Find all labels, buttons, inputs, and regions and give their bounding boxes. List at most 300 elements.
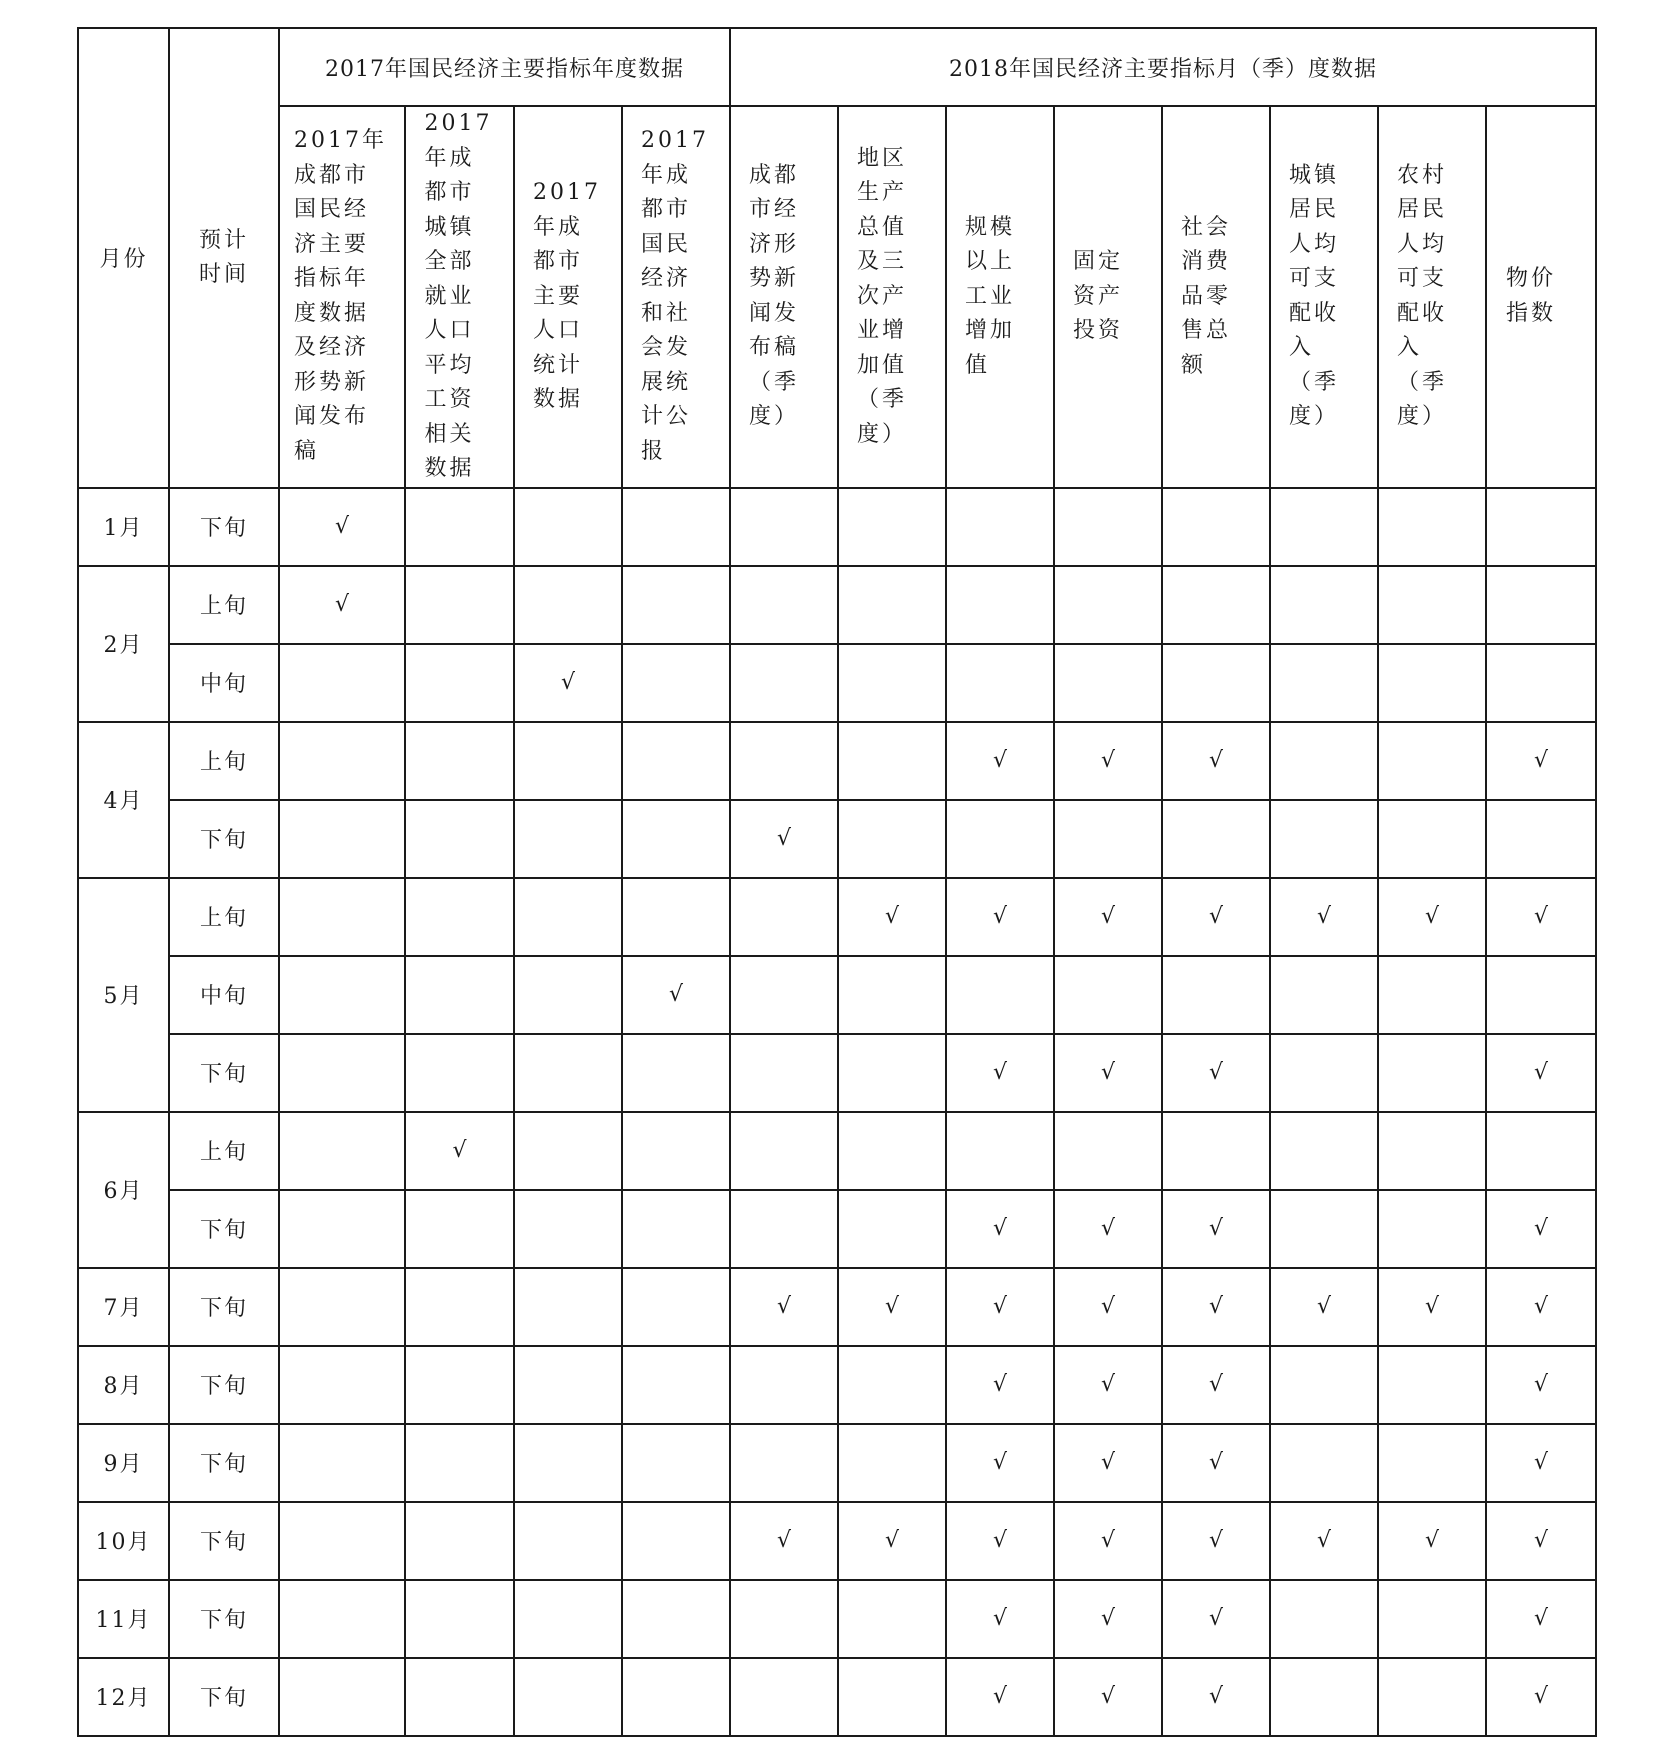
check-cell: [946, 800, 1054, 878]
check-cell: [1162, 1346, 1270, 1424]
check-cell: [1486, 1424, 1596, 1502]
check-cell: [405, 566, 514, 644]
check-cell: [1162, 1190, 1270, 1268]
month-header: [78, 28, 169, 488]
table-row: [78, 1112, 1596, 1190]
period-cell: 下旬: [169, 1268, 279, 1346]
check-mark: √: [1208, 1216, 1224, 1241]
check-cell: [1486, 1268, 1596, 1346]
check-cell: [1054, 1268, 1162, 1346]
month-header-label: 月份: [99, 247, 148, 273]
period-cell: 上旬: [169, 1112, 279, 1190]
check-cell: [514, 1580, 622, 1658]
check-cell: [405, 956, 514, 1034]
column-header-3: [514, 106, 622, 488]
check-mark: √: [776, 1294, 792, 1319]
check-mark: √: [1424, 1294, 1440, 1319]
check-cell: [1054, 1502, 1162, 1580]
check-cell: [514, 1424, 622, 1502]
check-cell: [514, 1190, 622, 1268]
check-mark: √: [668, 982, 684, 1007]
check-cell: [1162, 1424, 1270, 1502]
check-cell: [730, 1190, 838, 1268]
check-cell: [514, 488, 622, 566]
check-cell: [730, 1658, 838, 1736]
check-mark: √: [1316, 904, 1332, 929]
check-cell: [838, 488, 946, 566]
check-cell: [1270, 1424, 1378, 1502]
check-cell: [730, 488, 838, 566]
check-cell: [622, 1190, 730, 1268]
table-row: [78, 1502, 1596, 1580]
check-cell: [730, 566, 838, 644]
check-mark: √: [1100, 1372, 1116, 1397]
check-cell: [946, 1190, 1054, 1268]
check-cell: [1162, 566, 1270, 644]
check-cell: [405, 1034, 514, 1112]
check-cell: [1162, 1268, 1270, 1346]
check-mark: √: [1533, 1606, 1549, 1631]
check-cell: [405, 1112, 514, 1190]
check-cell: [838, 1502, 946, 1580]
check-cell: [1270, 1580, 1378, 1658]
check-cell: [405, 1580, 514, 1658]
check-mark: √: [1100, 1060, 1116, 1085]
check-cell: [1378, 566, 1486, 644]
check-cell: [279, 1034, 405, 1112]
table-row: [78, 566, 1596, 644]
check-cell: [1162, 956, 1270, 1034]
check-cell: [279, 1268, 405, 1346]
check-mark: √: [776, 1528, 792, 1553]
check-mark: √: [1100, 1450, 1116, 1475]
check-cell: [1378, 956, 1486, 1034]
column-header-12: [1486, 106, 1596, 488]
period-cell: 下旬: [169, 488, 279, 566]
check-cell: [1486, 1502, 1596, 1580]
check-mark: √: [776, 826, 792, 851]
check-cell: [730, 1346, 838, 1424]
check-cell: [1486, 1034, 1596, 1112]
check-mark: √: [1100, 1216, 1116, 1241]
time-header-label: 预计时间: [198, 227, 249, 287]
check-cell: [622, 1268, 730, 1346]
check-cell: [1486, 488, 1596, 566]
table-row: [78, 1034, 1596, 1112]
check-mark: √: [1533, 1684, 1549, 1709]
check-mark: √: [1424, 1528, 1440, 1553]
check-mark: √: [992, 1372, 1008, 1397]
check-cell: [622, 722, 730, 800]
check-cell: [514, 566, 622, 644]
check-cell: [1054, 956, 1162, 1034]
check-cell: [514, 1268, 622, 1346]
table-row: [78, 1346, 1596, 1424]
check-cell: [1162, 488, 1270, 566]
check-cell: [405, 800, 514, 878]
check-cell: [946, 1424, 1054, 1502]
check-mark: √: [1208, 1606, 1224, 1631]
column-header-label: 2017年成都市城镇全部就业人口平均工资相关数据: [424, 111, 493, 481]
check-cell: [405, 1346, 514, 1424]
check-mark: √: [1424, 904, 1440, 929]
check-cell: [730, 956, 838, 1034]
check-cell: [946, 1112, 1054, 1190]
check-cell: [514, 1502, 622, 1580]
month-cell: 5月: [78, 878, 169, 1112]
check-cell: [1378, 1580, 1486, 1658]
check-cell: [1378, 1658, 1486, 1736]
check-cell: [1270, 1190, 1378, 1268]
check-cell: [279, 488, 405, 566]
month-cell: 2月: [78, 566, 169, 722]
check-cell: [1378, 1424, 1486, 1502]
check-cell: [838, 1190, 946, 1268]
check-cell: [838, 1424, 946, 1502]
check-cell: [622, 1502, 730, 1580]
check-cell: [1162, 1502, 1270, 1580]
check-mark: √: [1208, 1450, 1224, 1475]
check-cell: [1378, 1112, 1486, 1190]
check-cell: [946, 566, 1054, 644]
check-mark: √: [1533, 1450, 1549, 1475]
check-mark: √: [1533, 1060, 1549, 1085]
check-cell: [1486, 1346, 1596, 1424]
table-row: [78, 1190, 1596, 1268]
month-cell: 10月: [78, 1502, 169, 1580]
table-row: [78, 956, 1596, 1034]
check-cell: [946, 644, 1054, 722]
check-mark: √: [992, 1216, 1008, 1241]
group-header-2017: [279, 28, 730, 106]
check-mark: √: [1100, 1294, 1116, 1319]
check-mark: √: [1533, 748, 1549, 773]
check-cell: [730, 1502, 838, 1580]
month-cell: 1月: [78, 488, 169, 566]
check-cell: [279, 644, 405, 722]
column-header-4: [622, 106, 730, 488]
check-cell: [279, 1346, 405, 1424]
check-cell: [1162, 644, 1270, 722]
check-mark: √: [992, 1606, 1008, 1631]
check-cell: [514, 644, 622, 722]
check-cell: [514, 722, 622, 800]
check-cell: [622, 1580, 730, 1658]
check-cell: [1378, 800, 1486, 878]
check-cell: [838, 878, 946, 956]
check-mark: √: [1316, 1294, 1332, 1319]
check-cell: [405, 644, 514, 722]
check-cell: [1270, 566, 1378, 644]
check-cell: [730, 1580, 838, 1658]
check-cell: [622, 878, 730, 956]
column-header-11: [1378, 106, 1486, 488]
table-row: [78, 1658, 1596, 1736]
period-cell: 下旬: [169, 1034, 279, 1112]
check-mark: √: [1208, 748, 1224, 773]
check-cell: [622, 1424, 730, 1502]
check-cell: [1378, 1346, 1486, 1424]
check-cell: [405, 1268, 514, 1346]
check-cell: [622, 1346, 730, 1424]
check-cell: [1054, 566, 1162, 644]
check-cell: [1162, 800, 1270, 878]
check-mark: √: [1533, 1372, 1549, 1397]
check-cell: [1270, 1346, 1378, 1424]
check-cell: [1486, 722, 1596, 800]
column-header-label: 农村居民人均可支配收入（季度）: [1397, 162, 1448, 430]
check-cell: [622, 1112, 730, 1190]
check-cell: [622, 644, 730, 722]
check-cell: [1054, 1112, 1162, 1190]
check-cell: [1054, 1190, 1162, 1268]
period-cell: 下旬: [169, 1658, 279, 1736]
check-mark: √: [1208, 904, 1224, 929]
check-cell: [622, 488, 730, 566]
group-header-2018: [730, 28, 1596, 106]
release-schedule-table: [77, 27, 1597, 1737]
check-mark: √: [992, 1684, 1008, 1709]
check-cell: [1054, 878, 1162, 956]
column-header-5: [730, 106, 838, 488]
check-cell: [1054, 800, 1162, 878]
check-mark: √: [992, 1294, 1008, 1319]
check-cell: [838, 566, 946, 644]
check-mark: √: [884, 1294, 900, 1319]
check-mark: √: [1100, 748, 1116, 773]
column-header-10: [1270, 106, 1378, 488]
group-header-2017-label: 2017年国民经济主要指标年度数据: [325, 56, 684, 82]
column-header-label: 规模以上工业增加值: [965, 214, 1016, 378]
check-cell: [405, 1190, 514, 1268]
check-cell: [1378, 1190, 1486, 1268]
column-header-label: 固定资产投资: [1073, 249, 1124, 343]
month-cell: 7月: [78, 1268, 169, 1346]
check-cell: [279, 878, 405, 956]
check-cell: [1054, 488, 1162, 566]
period-cell: 下旬: [169, 1424, 279, 1502]
check-cell: [1486, 800, 1596, 878]
check-cell: [1270, 1112, 1378, 1190]
check-cell: [730, 644, 838, 722]
column-header-label: 地区生产总值及三次产业增加值（季度）: [857, 145, 908, 447]
check-cell: [405, 1502, 514, 1580]
check-cell: [1270, 1268, 1378, 1346]
check-cell: [838, 1268, 946, 1346]
check-mark: √: [1100, 1606, 1116, 1631]
check-mark: √: [1100, 904, 1116, 929]
check-cell: [1162, 1580, 1270, 1658]
check-cell: [1486, 1658, 1596, 1736]
check-cell: [1270, 488, 1378, 566]
check-cell: [279, 1502, 405, 1580]
check-cell: [838, 722, 946, 800]
check-cell: [838, 1112, 946, 1190]
month-cell: 4月: [78, 722, 169, 878]
check-cell: [279, 722, 405, 800]
check-cell: [279, 1580, 405, 1658]
check-cell: [838, 800, 946, 878]
period-cell: 中旬: [169, 956, 279, 1034]
check-cell: [946, 488, 1054, 566]
check-cell: [838, 644, 946, 722]
check-cell: [1486, 956, 1596, 1034]
check-cell: [405, 488, 514, 566]
check-mark: √: [992, 1060, 1008, 1085]
column-header-label: 物价指数: [1506, 266, 1557, 326]
month-cell: 6月: [78, 1112, 169, 1268]
check-cell: [279, 800, 405, 878]
period-cell: 下旬: [169, 800, 279, 878]
check-cell: [405, 1424, 514, 1502]
check-cell: [730, 722, 838, 800]
check-cell: [514, 1346, 622, 1424]
table-row: [78, 1580, 1596, 1658]
check-mark: √: [884, 904, 900, 929]
check-mark: √: [1533, 1528, 1549, 1553]
check-cell: [730, 878, 838, 956]
check-cell: [838, 1034, 946, 1112]
check-cell: [730, 1268, 838, 1346]
month-cell: 8月: [78, 1346, 169, 1424]
month-cell: 11月: [78, 1580, 169, 1658]
check-cell: [946, 1502, 1054, 1580]
check-cell: [946, 878, 1054, 956]
check-cell: [1486, 1190, 1596, 1268]
table-row: [78, 488, 1596, 566]
check-cell: [1270, 1034, 1378, 1112]
period-cell: 上旬: [169, 722, 279, 800]
check-cell: [1270, 644, 1378, 722]
check-mark: √: [992, 748, 1008, 773]
check-cell: [279, 1112, 405, 1190]
check-mark: √: [1208, 1684, 1224, 1709]
check-mark: √: [1100, 1684, 1116, 1709]
check-cell: [279, 1190, 405, 1268]
check-cell: [946, 1268, 1054, 1346]
check-mark: √: [452, 1138, 467, 1163]
column-header-label: 城镇居民人均可支配收入（季度）: [1289, 162, 1340, 430]
check-mark: √: [1208, 1294, 1224, 1319]
check-mark: √: [1208, 1372, 1224, 1397]
check-cell: [1270, 1658, 1378, 1736]
check-cell: [1054, 644, 1162, 722]
check-cell: [838, 956, 946, 1034]
table-row: [78, 878, 1596, 956]
period-cell: 下旬: [169, 1580, 279, 1658]
check-cell: [622, 1658, 730, 1736]
check-cell: [405, 878, 514, 956]
column-header-7: [946, 106, 1054, 488]
column-header-8: [1054, 106, 1162, 488]
column-header-label: 社会消费品零售总额: [1181, 214, 1232, 378]
month-cell: 9月: [78, 1424, 169, 1502]
check-cell: [1162, 1658, 1270, 1736]
check-cell: [279, 1658, 405, 1736]
check-cell: [1378, 1034, 1486, 1112]
table-row: [78, 644, 1596, 722]
table-row: [78, 800, 1596, 878]
check-cell: [946, 1658, 1054, 1736]
check-cell: [1054, 1034, 1162, 1112]
check-mark: √: [1208, 1060, 1224, 1085]
check-mark: √: [1533, 1216, 1549, 1241]
period-cell: 上旬: [169, 566, 279, 644]
column-header-label: 成都市经济形势新闻发布稿（季度）: [749, 162, 800, 430]
table-row: [78, 1268, 1596, 1346]
check-cell: [1378, 1268, 1486, 1346]
check-cell: [946, 1346, 1054, 1424]
check-cell: [1486, 566, 1596, 644]
column-header-6: [838, 106, 946, 488]
column-header-label: 2017年成都市国民经济和社会发展统计公报: [641, 128, 709, 464]
check-cell: [622, 1034, 730, 1112]
check-mark: √: [884, 1528, 900, 1553]
check-cell: [1486, 644, 1596, 722]
time-header: [169, 28, 279, 488]
check-mark: √: [1533, 904, 1549, 929]
check-cell: [1378, 1502, 1486, 1580]
check-cell: [730, 1424, 838, 1502]
check-cell: [514, 800, 622, 878]
check-cell: [1270, 800, 1378, 878]
check-cell: [730, 800, 838, 878]
check-cell: [1378, 644, 1486, 722]
check-cell: [1270, 722, 1378, 800]
check-cell: [946, 722, 1054, 800]
check-mark: √: [1100, 1528, 1116, 1553]
check-cell: [838, 1658, 946, 1736]
check-cell: [1162, 1112, 1270, 1190]
check-cell: [279, 566, 405, 644]
check-mark: √: [334, 592, 350, 617]
check-cell: [514, 1034, 622, 1112]
check-cell: [1054, 1346, 1162, 1424]
check-cell: [1162, 878, 1270, 956]
period-cell: 上旬: [169, 878, 279, 956]
check-mark: √: [992, 1450, 1008, 1475]
table-row: [78, 1424, 1596, 1502]
check-mark: √: [334, 514, 350, 539]
check-cell: [1486, 1112, 1596, 1190]
check-cell: [1054, 1580, 1162, 1658]
check-cell: [1270, 1502, 1378, 1580]
period-cell: 下旬: [169, 1346, 279, 1424]
check-cell: [405, 1658, 514, 1736]
check-cell: [279, 1424, 405, 1502]
check-cell: [946, 1034, 1054, 1112]
check-cell: [514, 1658, 622, 1736]
check-cell: [405, 722, 514, 800]
period-cell: 中旬: [169, 644, 279, 722]
check-cell: [1270, 878, 1378, 956]
check-mark: √: [1533, 1294, 1549, 1319]
check-mark: √: [1316, 1528, 1332, 1553]
period-cell: 下旬: [169, 1502, 279, 1580]
check-cell: [1162, 1034, 1270, 1112]
check-mark: √: [992, 904, 1008, 929]
check-mark: √: [560, 670, 576, 695]
check-cell: [514, 956, 622, 1034]
check-cell: [946, 956, 1054, 1034]
column-header-1: [279, 106, 405, 488]
check-cell: [1054, 722, 1162, 800]
check-cell: [838, 1346, 946, 1424]
check-cell: [946, 1580, 1054, 1658]
check-cell: [514, 878, 622, 956]
check-cell: [1054, 1424, 1162, 1502]
column-header-9: [1162, 106, 1270, 488]
